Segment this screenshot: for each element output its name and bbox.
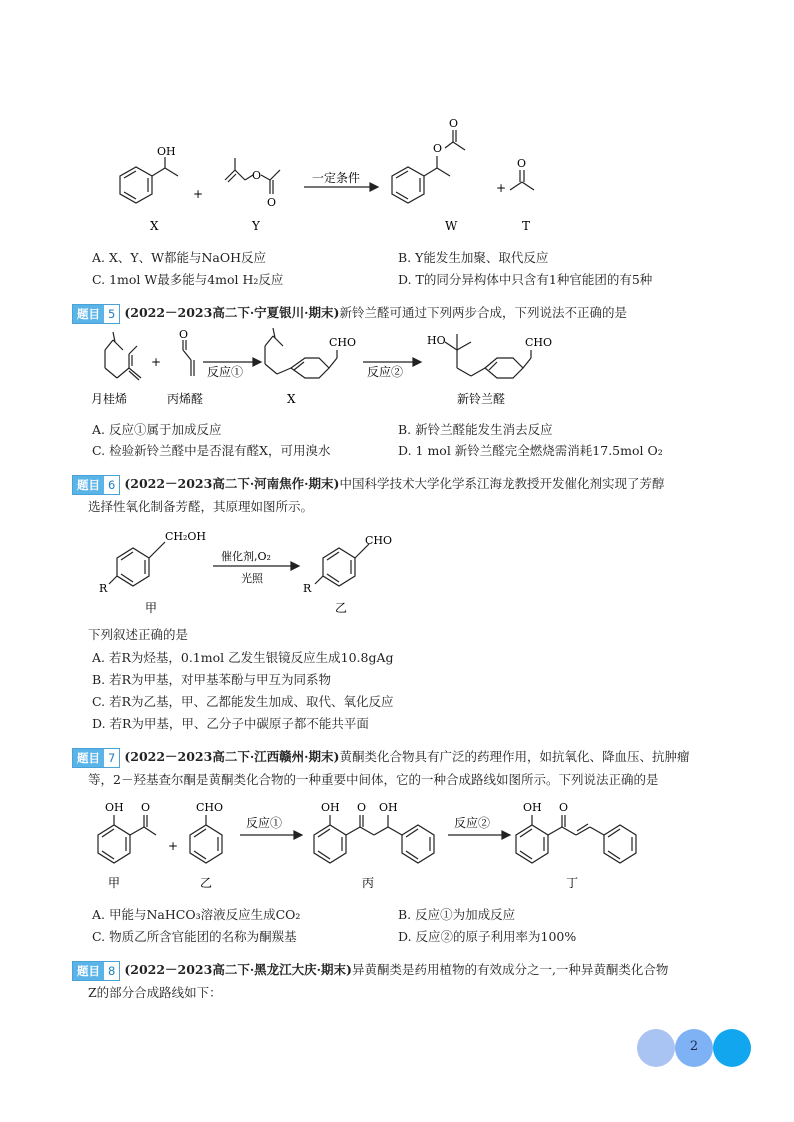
q6-yi: 乙 (335, 601, 348, 615)
q8-stem-line1: 异黄酮类是药用植物的有效成分之一,一种异黄酮类化合物 (351, 962, 669, 977)
q4-option-b: B. Y能发生加聚、取代反应 (398, 250, 549, 265)
q6-badge: 题目 6 (72, 475, 120, 495)
q7-badge: 题目 7 (72, 748, 120, 768)
q7-option-d: D. 反应②的原子利用率为100% (398, 929, 577, 944)
q4-x-label: X (150, 219, 159, 233)
q7-reaction-scheme (88, 795, 668, 895)
q8-badge: 题目 8 (72, 961, 120, 981)
q7-yi: 乙 (200, 876, 213, 890)
q5-option-c: C. 检验新铃兰醛中是否混有醛X，可用溴水 (92, 443, 331, 458)
q7-o3: O (559, 801, 569, 814)
q7-o2: O (357, 801, 367, 814)
q4-w-o1: O (433, 142, 443, 155)
q6-header (72, 474, 664, 495)
q4-option-d: D. T的同分异构体中只含有1种官能团的有5种 (398, 272, 653, 287)
q5-stem: 新铃兰醛可通过下列两步合成，下列说法不正确的是 (339, 305, 627, 320)
q7-step2: 反应② (454, 816, 491, 830)
q6-cond-top: 催化剂,O₂ (221, 550, 271, 563)
q7-option-a: A. 甲能与NaHCO₃溶液反应生成CO₂ (92, 907, 301, 922)
q4-y-label: Y (252, 219, 260, 233)
q7-oh4: OH (523, 801, 542, 814)
q5-option-d: D. 1 mol 新铃兰醛完全燃烧需消耗17.5mol O₂ (398, 443, 663, 458)
q4-plus-2: + (496, 181, 507, 195)
q7-stem-line1: 黄酮类化合物具有广泛的药理作用，如抗氧化、降血压、抗肿瘤 (339, 749, 690, 764)
q5-step2: 反应② (367, 365, 404, 379)
q6-cho: CHO (365, 534, 393, 547)
q4-t-o: O (517, 157, 527, 170)
q7-option-b: B. 反应①为加成反应 (398, 907, 516, 922)
q6-cond-bottom: 光照 (241, 572, 263, 585)
q5-option-a: A. 反应①属于加成反应 (92, 422, 222, 437)
page-circle-dark (713, 1029, 751, 1067)
q4-t-label: T (522, 219, 531, 233)
q6-r1: R (99, 582, 108, 595)
q5-reaction-scheme (85, 328, 605, 413)
q5-name1: 月桂烯 (91, 392, 128, 406)
q4-option-a: A. X、Y、W都能与NaOH反应 (92, 250, 267, 265)
q7-oh2: OH (321, 801, 340, 814)
q7-cho: CHO (196, 801, 224, 814)
q6-reaction-scheme (95, 528, 425, 618)
q8-stem-line2: Z的部分合成路线如下： (88, 985, 222, 1000)
q4-y-o1: O (252, 169, 262, 182)
q7-header (72, 747, 689, 768)
q7-bing: 丙 (362, 876, 375, 890)
q7-plus: + (168, 839, 179, 853)
q5-header (72, 303, 627, 324)
q5-cho2: CHO (525, 336, 553, 349)
q5-badge: 题目 5 (72, 304, 120, 324)
q5-name2: 丙烯醛 (167, 392, 204, 406)
q4-oh-label: OH (157, 145, 176, 158)
q5-source: (2022－2023高二下·宁夏银川·期末) (124, 305, 340, 320)
q7-step1: 反应① (246, 816, 283, 830)
q6-stem-line1: 中国科学技术大学化学系江海龙教授开发催化剂实现了芳醇 (339, 476, 665, 491)
q6-lead: 下列叙述正确的是 (88, 627, 189, 642)
q7-stem-line2: 等，2－羟基查尔酮是黄酮类化合物的一种重要中间体，它的一种合成路线如图所示。下列说法正确的是 (88, 772, 659, 787)
q5-option-b: B. 新铃兰醛能发生消去反应 (398, 422, 553, 437)
page-number: 2 (689, 1039, 699, 1054)
q5-cho1: CHO (329, 336, 357, 349)
q4-y-o2: O (267, 196, 277, 209)
q6-stem-line2: 选择性氧化制备芳醛，其原理如图所示。 (88, 499, 314, 514)
page-circle-light (637, 1029, 675, 1067)
q6-source: (2022－2023高二下·河南焦作·期末) (124, 476, 340, 491)
q7-ding: 丁 (566, 876, 579, 890)
q7-o1: O (141, 801, 151, 814)
q6-option-b: B. 若R为甲基，对甲基苯酚与甲互为同系物 (92, 672, 332, 687)
q4-w-o2: O (449, 117, 459, 130)
q4-option-c: C. 1mol W最多能与4mol H₂反应 (92, 272, 284, 287)
q7-option-c: C. 物质乙所含官能团的名称为酮羰基 (92, 929, 297, 944)
q7-jia: 甲 (108, 876, 121, 890)
q6-ch2oh: CH₂OH (165, 530, 207, 543)
q7-oh3: OH (379, 801, 398, 814)
q7-oh1: OH (105, 801, 124, 814)
q6-jia: 甲 (145, 601, 158, 615)
q4-plus-1: + (193, 187, 204, 201)
q5-name3: 新铃兰醛 (457, 392, 506, 406)
q6-option-a: A. 若R为烃基，0.1mol 乙发生银镜反应生成10.8gAg (92, 650, 394, 665)
q7-source: (2022－2023高二下·江西赣州·期末) (124, 749, 340, 764)
q5-plus: + (151, 355, 162, 369)
q4-w-label: W (445, 219, 458, 233)
q6-option-c: C. 若R为乙基，甲、乙都能发生加成、取代、氧化反应 (92, 694, 394, 709)
q5-step1: 反应① (207, 365, 244, 379)
q5-x-label: X (287, 392, 296, 406)
q4-condition: 一定条件 (312, 171, 361, 185)
q8-header (72, 960, 668, 981)
q4-reaction-scheme (90, 110, 560, 240)
q6-r2: R (303, 582, 312, 595)
q5-ho: HO (427, 334, 446, 347)
q5-o-label: O (179, 328, 189, 341)
q6-option-d: D. 若R为甲基，甲、乙分子中碳原子都不能共平面 (92, 716, 369, 731)
q8-source: (2022－2023高二下·黑龙江大庆·期末) (124, 962, 352, 977)
